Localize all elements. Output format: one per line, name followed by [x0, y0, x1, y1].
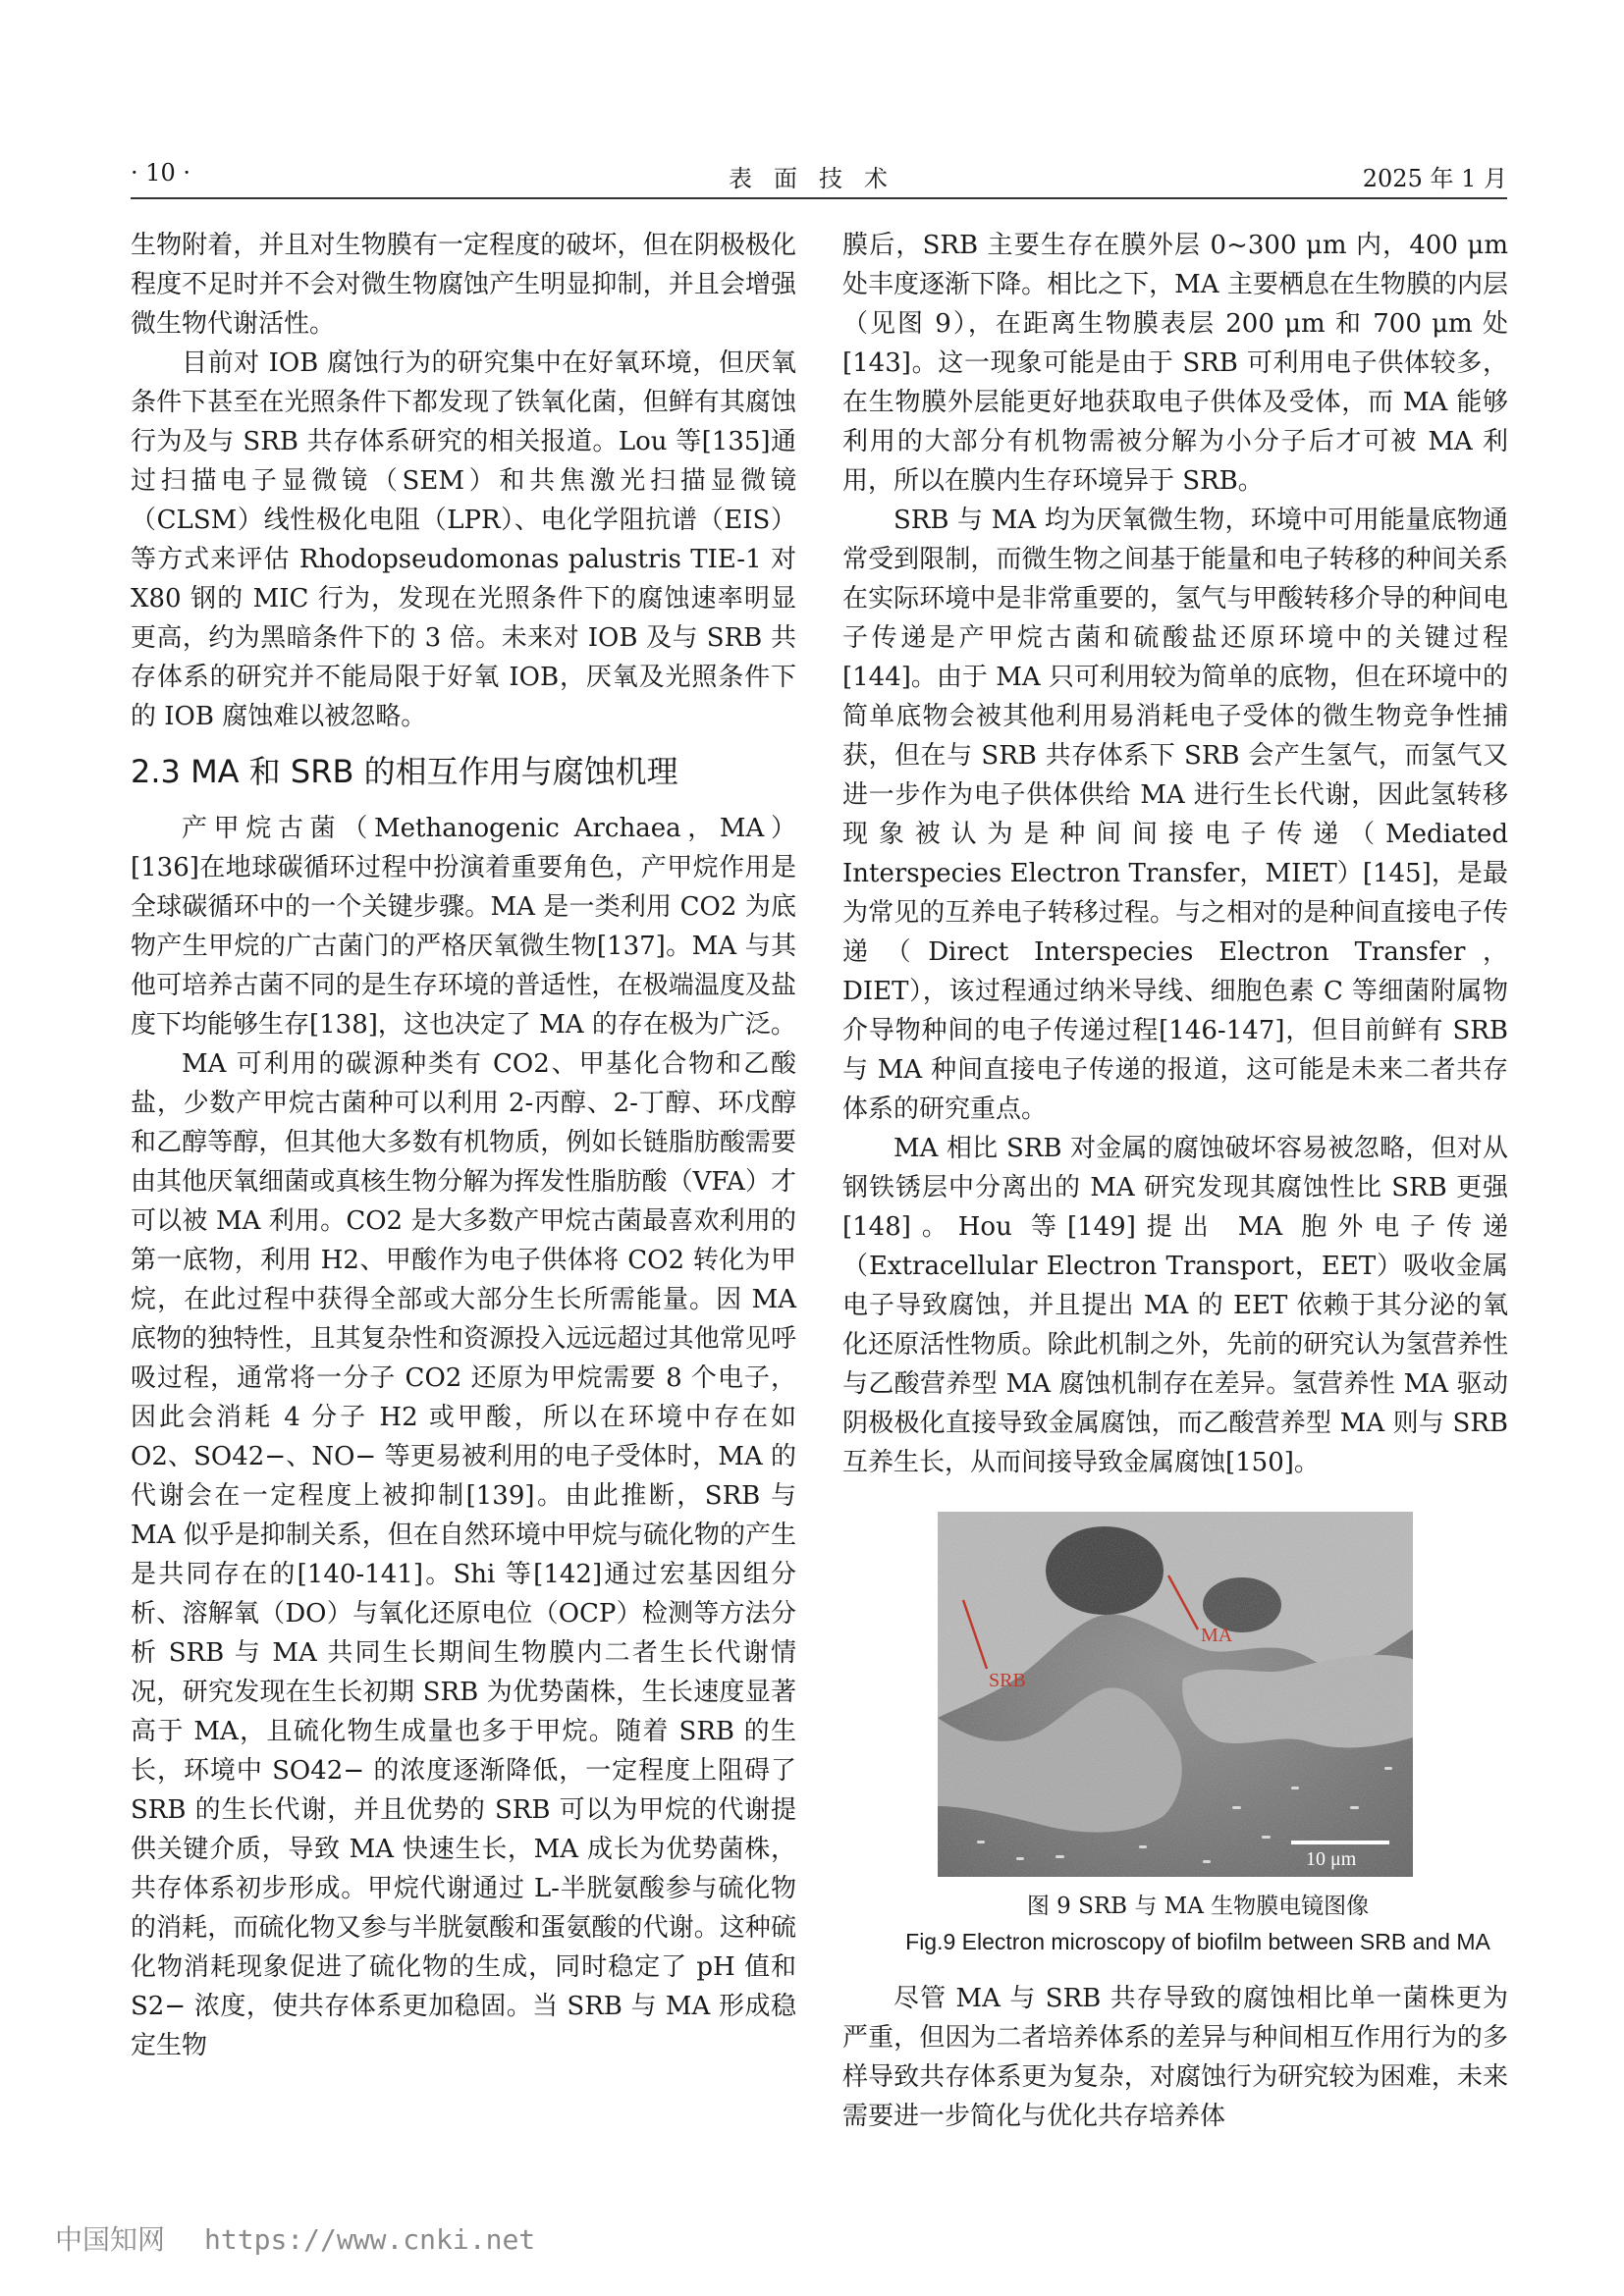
scale-bar-label: 10 μm: [1306, 1848, 1357, 1870]
watermark-url[interactable]: https://www.cnki.net: [204, 2223, 536, 2256]
paragraph: 尽管 MA 与 SRB 共存导致的腐蚀相比单一菌株更为严重，但因为二者培养体系的差异与种间相互作用行为的多样导致共存体系更为复杂，对腐蚀行为研究较为困难，未来需要进一步简化与优化共存培养体: [842, 1984, 1508, 2131]
figure-caption-cn: 图 9 SRB 与 MA 生物膜电镜图像: [1026, 1894, 1370, 1919]
paragraph: 目前对 IOB 腐蚀行为的研究集中在好氧环境，但厌氧条件下甚至在光照条件下都发现了铁氧化菌，但鲜有其腐蚀行为及与 SRB 共存体系研究的相关报道。Lou 等[135]通过扫描电子显微镜（SEM）和共焦激光扫描显微镜（CLSM）线性极化电阻（LPR）、电化学阻抗谱（EIS）等方式来评估 Rhodopseudomonas palustris TIE-1 对 X80 钢的 MIC 行为，发现在光照条件下的腐蚀速率明显更高，约为黑暗条件下的 3 倍。未来对 IOB 及与 SRB 共存体系的研究并不能局限于好氧 IOB，厌氧及光照条件下的 IOB 腐蚀难以被忽略。: [131, 348, 796, 731]
left-column: [131, 226, 796, 2065]
paragraph: MA 可利用的碳源种类有 CO2、甲基化合物和乙酸盐，少数产甲烷古菌种可以利用 2-丙醇、2-丁醇、环戊醇和乙醇等醇，但其他大多数有机物质，例如长链脂肪酸需要由其他厌氧细菌或真核生物分解为挥发性脂肪酸（VFA）才可以被 MA 利用。CO2 是大多数产甲烷古菌最喜欢利用的第一底物，利用 H2、甲酸作为电子供体将 CO2 转化为甲烷，在此过程中获得全部或大部分生长所需能量。因 MA 底物的独特性，且其复杂性和资源投入远远超过其他常见呼吸过程，通常将一分子 CO2 还原为甲烷需要 8 个电子，因此会消耗 4 分子 H2 或甲酸，所以在环境中存在如 O2、SO42−、NO− 等更易被利用的电子受体时，MA 的代谢会在一定程度上被抑制[139]。由此推断，SRB 与 MA 似乎是抑制关系，但在自然环境中甲烷与硫化物的产生是共同存在的[140-141]。Shi 等[142]通过宏基因组分析、溶解氧（DO）与氧化还原电位（OCP）检测等方法分析 SRB 与 MA 共同生长期间生物膜内二者生长代谢情况，研究发现在生长初期 SRB 为优势菌株，生长速度显著高于 MA，且硫化物生成量也多于甲烷。随着 SRB 的生长，环境中 SO42− 的浓度逐渐降低，一定程度上阻碍了 SRB 的生长代谢，并且优势的 SRB 可以为甲烷的代谢提供关键介质，导致 MA 快速生长，MA 成长为优势菌株，共存体系初步形成。甲烷代谢通过 L-半胱氨酸参与硫化物的消耗，而硫化物又参与半胱氨酸和蛋氨酸的代谢。这种硫化物消耗现象促进了硫化物的生成，同时稳定了 pH 值和 S2− 浓度，使共存体系更加稳固。当 SRB 与 MA 形成稳定生物: [131, 1049, 796, 2060]
sem-image: [938, 1512, 1413, 1877]
paragraph: 生物附着，并且对生物膜有一定程度的破坏，但在阴极极化程度不足时并不会对微生物腐蚀产生明显抑制，并且会增强微生物代谢活性。: [131, 231, 796, 339]
paragraph: SRB 与 MA 均为厌氧微生物，环境中可用能量底物通常受到限制，而微生物之间基于能量和电子转移的种间关系在实际环境中是非常重要的，氢气与甲酸转移介导的种间电子传递是产甲烷古菌和硫酸盐还原环境中的关键过程[144]。由于 MA 只可利用较为简单的底物，但在环境中的简单底物会被其他利用易消耗电子受体的微生物竞争性捕获，但在与 SRB 共存体系下 SRB 会产生氢气，而氢气又进一步作为电子供体供给 MA 进行生长代谢，因此氢转移现象被认为是种间间接电子传递（Mediated Interspecies Electron Transfer，MIET）[145]，是最为常见的互养电子转移过程。与之相对的是种间直接电子传递（Direct Interspecies Electron Transfer，DIET），该过程通过纳米导线、细胞色素 C 等细菌附属物介导物种间的电子传递过程[146-147]，但目前鲜有 SRB 与 MA 种间直接电子传递的报道，这可能是未来二者共存体系的研究重点。: [842, 506, 1508, 1124]
page-number: · 10 ·: [131, 159, 191, 187]
figure-9-micrograph: [938, 1512, 1413, 1877]
watermark: [55, 2218, 535, 2258]
paragraph: MA 相比 SRB 对金属的腐蚀破坏容易被忽略，但对从钢铁锈层中分离出的 MA 研究发现其腐蚀性比 SRB 更强[148]。Hou 等[149]提出 MA 胞外电子传递（Extracellular Electron Transport，EET）吸收金属电子导致腐蚀，并且提出 MA 的 EET 依赖于其分泌的氧化还原活性物质。除此机制之外，先前的研究认为氢营养性与乙酸营养型 MA 腐蚀机制存在差异。氢营养性 MA 驱动阴极极化直接导致金属腐蚀，而乙酸营养型 MA 则与 SRB 互养生长，从而间接导致金属腐蚀[150]。: [842, 1134, 1508, 1477]
paragraph: 膜后，SRB 主要生存在膜外层 0~300 μm 内，400 μm 处丰度逐渐下降。相比之下，MA 主要栖息在生物膜的内层（见图 9），在距离生物膜表层 200 μm 和 700 μm 处[143]。这一现象可能是由于 SRB 可利用电子供体较多，在生物膜外层能更好地获取电子供体及受体，而 MA 能够利用的大部分有机物需被分解为小分子后才可被 MA 利用，所以在膜内生存环境异于 SRB。: [842, 231, 1508, 496]
label-ma: MA: [1201, 1625, 1233, 1646]
header-rule: [131, 197, 1507, 199]
journal-title: 表面技术: [729, 165, 909, 192]
label-srb: SRB: [989, 1670, 1026, 1691]
watermark-site: 中国知网: [55, 2223, 166, 2256]
page-header: [131, 159, 1507, 192]
section-heading: 2.3 MA 和 SRB 的相互作用与腐蚀机理: [131, 753, 678, 790]
paragraph: 产甲烷古菌（Methanogenic Archaea，MA）[136]在地球碳循环过程中扮演着重要角色，产甲烷作用是全球碳循环中的一个关键步骤。MA 是一类利用 CO2 为底物产生甲烷的广古菌门的严格厌氧微生物[137]。MA 与其他可培养古菌不同的是生存环境的普适性，在极端温度及盐度下均能够生存[138]，这也决定了 MA 的存在极为广泛。: [131, 814, 796, 1040]
figure-caption-en: Fig.9 Electron microscopy of biofilm between SRB and MA: [905, 1929, 1490, 1954]
right-column: [842, 226, 1508, 2136]
scale-bar: [1291, 1841, 1389, 1844]
issue-date: 2025 年 1 月: [1362, 165, 1507, 192]
